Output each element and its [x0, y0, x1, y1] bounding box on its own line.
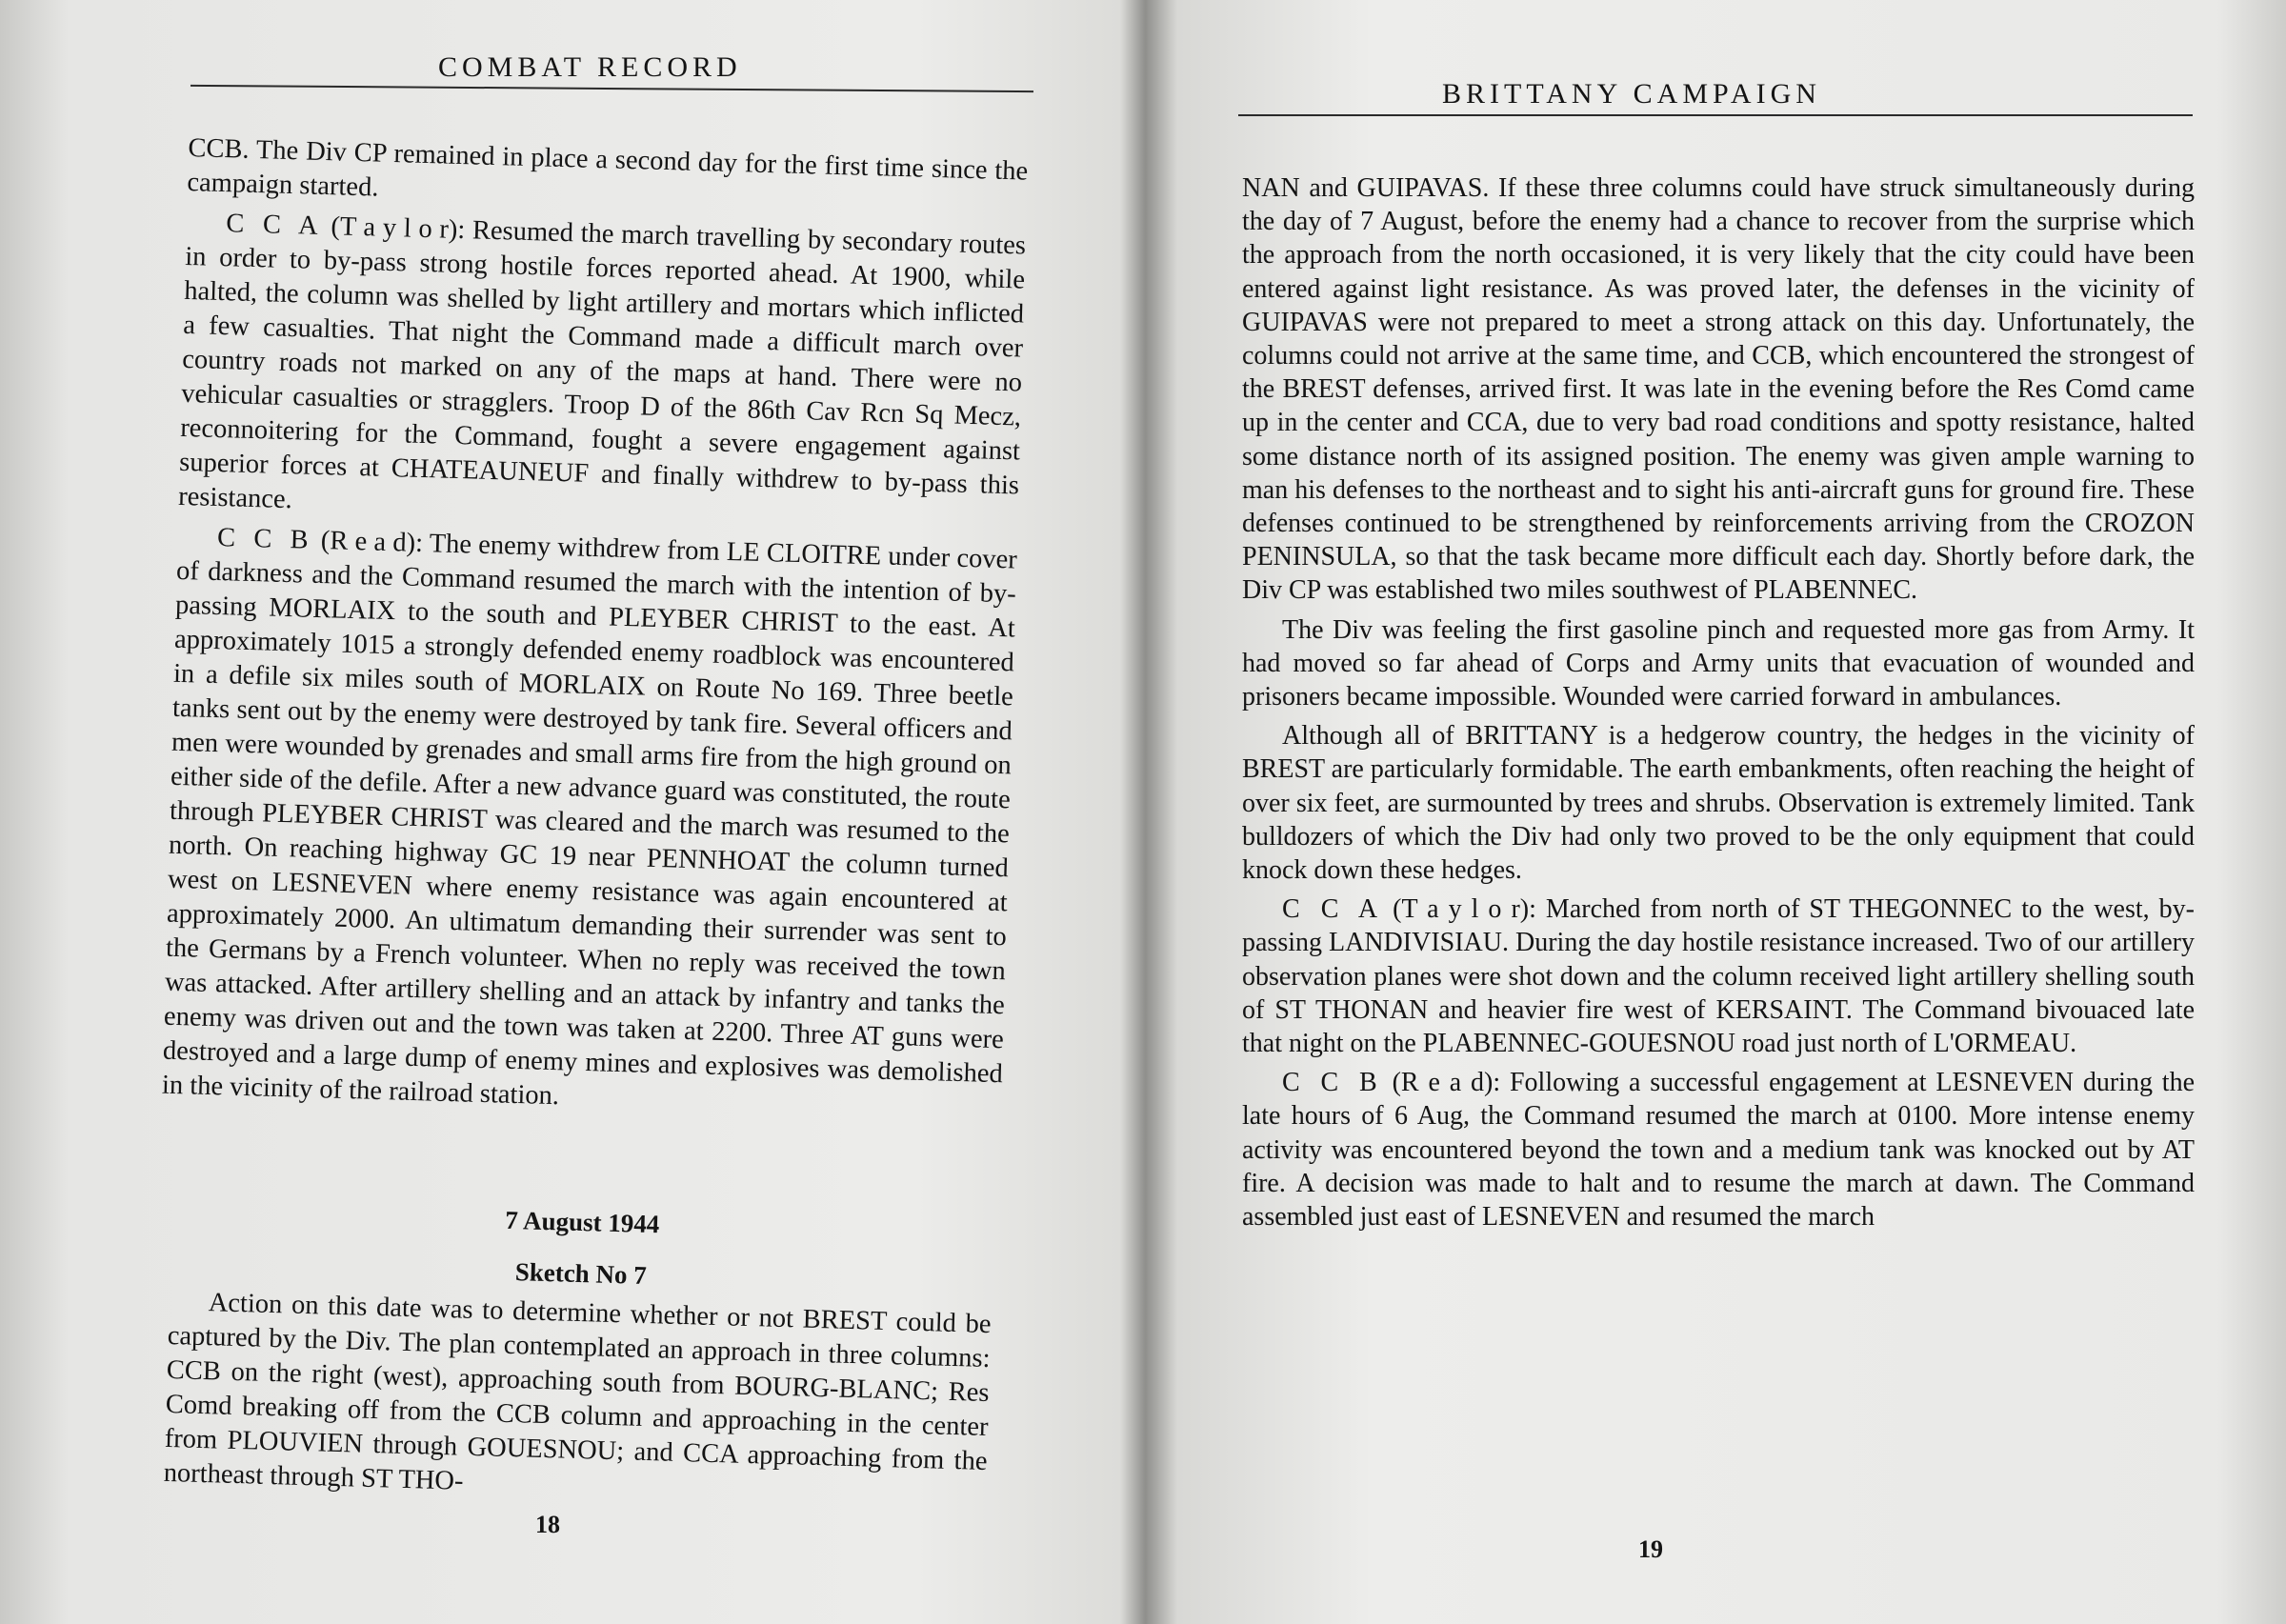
- right-page: [1153, 0, 2286, 1624]
- paragraph-cca: [178, 206, 1027, 538]
- paragraph-gasoline: The Div was feeling the first gasoline pinch and requested more gas from Army. It had moved so far ahead of Corps and Army units that evacuation of wounded and prisoners became impossible. Wounded were carried forward in ambulances.: [1242, 614, 2195, 712]
- paragraph-hedgerow: Although all of BRITTANY is a hedgerow country, the hedges in the vicinity of BREST are particularly formidable. The earth embankments, often reaching the height of over six feet, are surmounted by trees and shrubs. Observation is extremely limited. Tank bulldozers of which the Div had only two proved to be the only equipment that could knock down these hedges.: [1242, 721, 2195, 886]
- page-number-right: 19: [1638, 1535, 1663, 1563]
- cca-text: (T a y l o r): Resumed the march travelling by secondary routes in order to by-pass strong hostile forces reported ahead. At 1900, while halted, the column was shelled by light artillery and mortars which inflicted a few casualties. That night the Command made a difficult march over country roads not marked on any of the maps at hand. There were no vehicular casualties or stragglers. Troop D of the 86th Cav Rcn Sq Mecz, reconnoitering for the Command, fought a severe engagement against superior forces at CHATEAUNEUF and finally withdrew to by-pass this resistance.: [177, 211, 1027, 515]
- ccb-text-right: (R e a d): Following a successful engagement at LESNEVEN during the late hours of 6 Aug, the Command resumed the march at 0100. More intense enemy activity was encountered beyond the town and a medium tank was knocked out by AT fire. A decision was made to halt and to resume the march at dawn. The Command assembled just east of LESNEVEN and resumed the march: [1242, 1068, 2196, 1233]
- left-page: [0, 0, 1133, 1624]
- paragraph-action: Action on this date was to determine whether or not BREST could be captured by the Div. The plan contemplated an approach in three columns: CCB on the right (west), approaching south from BOURG-BLANC; Res Comd breaking off from the CCB column and approaching in the center from PLOUVIEN through GOUESNOU; and CCA approaching from the northeast through ST THO-: [163, 1288, 992, 1496]
- ccb-label-right: C C B: [1282, 1068, 1383, 1098]
- ccb-text: (R e a d): The enemy withdrew from LE CLOITRE under cover of darkness and the Command resumed the march with the intention of by-passing MORLAIX to the south and PLEYBER CHRIST to the east. At approximately 1015 a strongly defended enemy roadblock was encountered in a defile six miles south of MORLAIX on Route No 169. Three beetle tanks sent out by the enemy were destroyed by tank fire. Several officers and men were wounded by grenades and small arms fire from the high ground on either side of the defile. After a new advance guard was constituted, the route through PLEYBER CHRIST was cleared and the march was resumed to the north. On reaching highway GC 19 near PENNHOAT the column turned west on LESNEVEN where enemy resistance was again encountered at approximately 2000. An ultimatum demanding their surrender was sent to the Germans by a French volunteer. When no reply was received the town was attacked. After artillery shelling and an attack by infantry and tanks the enemy was driven out and the town was taken at 2200. Three AT guns were destroyed and a large dump of enemy mines and explosives was demolished in the vicinity of the railroad station.: [161, 526, 1018, 1112]
- head-rule-left: [190, 85, 1033, 92]
- date-heading: 7 August 1944: [504, 1205, 660, 1239]
- paragraph-ccb-cp: CCB. The Div CP remained in place a second day for the first time since the campaign started.: [187, 132, 1029, 203]
- left-body-bottom: [163, 1193, 994, 1519]
- paragraph-ccb: [162, 520, 1018, 1126]
- running-head-right: BRITTANY CAMPAIGN: [1442, 78, 1821, 110]
- cca-label-right: C C A: [1282, 894, 1384, 925]
- cca-text-right: (T a y l o r): Marched from north of ST THEGONNEC to the west, by-passing LANDIVISIAU. During the day hostile resistance increased. Two of our artillery observation planes were shot down and the column received light artillery shelling south of ST THONAN and heavier fire west of KERSAINT. The Command bivouaced late that night on the PLABENNEC-GOUESNOU road just north of L'ORMEAU.: [1242, 894, 2196, 1059]
- ccb-label: C C B: [216, 523, 315, 555]
- sketch-heading: Sketch No 7: [514, 1257, 648, 1290]
- paragraph-ccb-right: [1242, 1066, 2195, 1233]
- page-number-left: 18: [535, 1511, 560, 1538]
- left-body-top: [161, 131, 1028, 1132]
- running-head-left: COMBAT RECORD: [438, 51, 742, 83]
- paragraph-cca-right: [1242, 892, 2195, 1060]
- paragraph-guipavas: NAN and GUIPAVAS. If these three columns could have struck simultaneously during the day of 7 August, before the enemy had a chance to recover from the surprise which the approach from the north occasioned, it is very likely that the city could have been entered against light resistance. As was proved later, the defenses in the vicinity of GUIPAVAS were not prepared to meet a strong attack on this day. Unfortunately, the columns could not arrive at the same time, and CCB, which encountered the strongest of the BREST defenses, arrived first. It was late in the evening before the Res Comd came up in the center and CCA, due to very bad road conditions and spotty resistance, halted some distance north of its assigned position. The enemy was given ample warning to man his defenses to the northeast and to sight his anti-aircraft guns for ground fire. These defenses continued to be strengthened by reinforcements arriving from the CROZON PENINSULA, so that the task became more difficult each day. Shortly before dark, the Div CP was established two miles southwest of PLABENNEC.: [1242, 173, 2195, 606]
- cca-label: C C A: [225, 209, 325, 241]
- right-body: [1242, 171, 2195, 1239]
- head-rule-right: [1238, 114, 2193, 116]
